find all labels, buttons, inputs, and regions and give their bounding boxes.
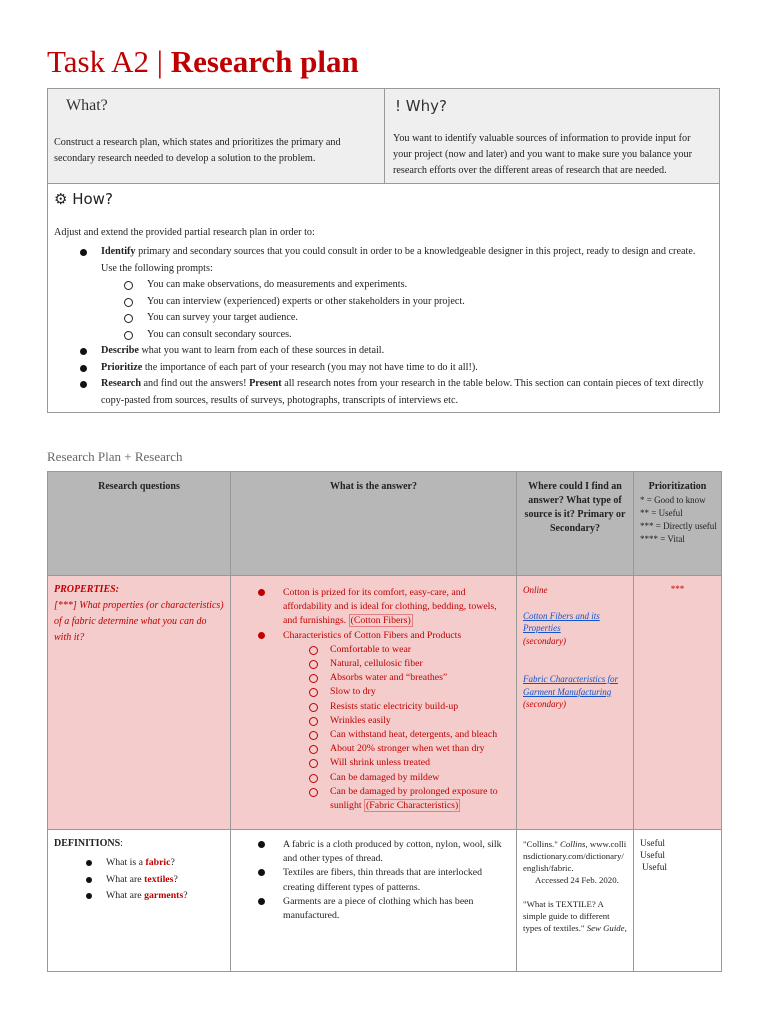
properties-label: PROPERTIES: — [54, 584, 120, 595]
prompt-item: You can survey your target audience. — [101, 310, 713, 327]
circle-bullet-icon — [309, 717, 318, 726]
header-answer: What is the answer? — [231, 472, 517, 576]
bullet-icon — [80, 365, 87, 372]
characteristics-list: Comfortable to wear Natural, cellulosic fiber Absorbs water and “breathes” Slow to dry Resists static electricity build-up Wrinkles easily Can withstand heat, detergents, and bleach About 20% stronger when wet than dry Will shrink unless treated Can be damaged by mildew Can be damaged by prolonged exposure to sunlight (Fabric Characteristics) — [283, 643, 512, 813]
what-why-box — [47, 88, 720, 184]
answer-cell — [231, 576, 517, 830]
bullet-icon — [258, 632, 265, 639]
bullet-icon — [258, 869, 265, 876]
header-prioritization: Prioritization * = Good to know ** = Useful *** = Directly useful **** = Vital — [634, 472, 722, 576]
circle-bullet-icon — [309, 731, 318, 740]
prompt-item: You can make observations, do measurements and experiments. — [101, 277, 713, 294]
list-item: A fabric is a cloth produced by cotton, nylon, wool, silk and other types of thread. — [231, 838, 516, 866]
step-prioritize: Prioritize the importance of each part of your research (you may not have time to do it all!). — [48, 360, 713, 377]
circle-bullet-icon — [309, 759, 318, 768]
header-source: Where could I find an answer? What type of source is it? Primary or Secondary? — [517, 472, 634, 576]
header-questions: Research questions — [48, 472, 231, 576]
prompt-item: You can consult secondary sources. — [101, 327, 713, 344]
table-row — [48, 576, 722, 830]
circle-bullet-icon — [309, 646, 318, 655]
circle-bullet-icon — [124, 331, 133, 340]
task-label: Task A2 | — [47, 44, 163, 79]
source-cell: "Collins." Collins, www.collinsdictionary.com/dictionary/english/fabric. Accessed 24 Feb. 2020. "What is TEXTILE? A simple guide to different types of textiles." Sew Guide, — [517, 830, 634, 972]
list-item: Characteristics of Cotton Fibers and Products Comfortable to wear Natural, cellulosic fiber Absorbs water and “breathes” Slow to dry Resists static electricity build-up Wrinkles easily Can withstand heat, detergents, and bleach About 20% stronger when wet than dry Will shrink unless treated Can be damaged by mildew Can be damaged by prolonged exposure to sunlight (Fabric Characteristics) — [231, 629, 516, 814]
circle-bullet-icon — [309, 703, 318, 712]
source-collins: "Collins." Collins, www.collinsdictionary.com/dictionary/english/fabric. — [523, 839, 627, 873]
circle-bullet-icon — [309, 688, 318, 697]
what-text: Construct a research plan, which states and prioritizes the primary and secondary research needed to develop a solution to the problem. — [54, 137, 341, 164]
list-item: Textiles are fibers, thin threads that are interlocked creating different types of patterns. — [231, 866, 516, 894]
how-box — [47, 184, 720, 413]
circle-bullet-icon — [309, 788, 318, 797]
why-heading: ! Why? — [395, 97, 447, 115]
how-steps-list — [48, 244, 713, 409]
bullet-icon — [80, 249, 87, 256]
circle-bullet-icon — [309, 745, 318, 754]
prompts-list — [101, 277, 713, 343]
circle-bullet-icon — [124, 298, 133, 307]
priority-cell — [634, 830, 722, 972]
priority-value: *** — [670, 584, 685, 594]
step-identify: Identify primary and secondary sources that you could consult in order to be a knowledgeable designer in this project, ready to design and create. Use the following prompts: You can make observations, do measurements and experiments. You can interview (experienced) experts or other stakeholders in your project. You can survey your target audience. You can consult secondary sources. — [48, 244, 713, 343]
priority-value: Useful — [640, 851, 665, 861]
circle-bullet-icon — [309, 660, 318, 669]
title-text: Research plan — [170, 44, 359, 79]
list-item: What are garments? — [54, 888, 224, 905]
why-text: You want to identify valuable sources of information to provide input for your project (now and later) and you want to make sure you balance your research efforts over the different areas of research that are needed. — [393, 133, 693, 176]
source-cell: Online Cotton Fibers and its Properties (secondary) Fabric Characteristics for Garment Manufacturing (secondary) — [517, 576, 634, 830]
table-header-row — [48, 472, 722, 576]
section-title: Research Plan + Research — [47, 449, 183, 464]
what-section — [48, 89, 384, 183]
what-heading: What? — [66, 97, 108, 114]
definitions-label: DEFINITIONS — [54, 838, 121, 849]
source-link-cotton-fibers[interactable]: Cotton Fibers and its Properties — [523, 610, 600, 633]
bullet-icon — [258, 898, 265, 905]
circle-bullet-icon — [124, 281, 133, 290]
list-item: Garments are a piece of clothing which has been manufactured. — [231, 895, 516, 923]
table-row — [48, 830, 722, 972]
bullet-icon — [258, 841, 265, 848]
why-section — [384, 89, 719, 183]
how-heading: ⚙ How? — [54, 190, 113, 208]
bullet-icon — [80, 381, 87, 388]
page-title — [47, 44, 359, 80]
priority-value: Useful — [642, 863, 667, 873]
research-table — [47, 471, 722, 972]
bullet-icon — [80, 348, 87, 355]
list-item: What are textiles? — [54, 872, 224, 889]
bullet-icon — [86, 893, 92, 899]
source-link-fabric-characteristics[interactable]: Fabric Characteristics for Garment Manufacturing — [523, 674, 618, 697]
bullet-icon — [258, 589, 265, 596]
list-item: Cotton is prized for its comfort, easy-care, and affordability and is ideal for clothing, bedding, towels, and furnishings. (Cotton Fibers) — [231, 586, 516, 629]
priority-cell — [634, 576, 722, 830]
circle-bullet-icon — [309, 674, 318, 683]
how-intro: Adjust and extend the provided partial research plan in order to: — [54, 227, 315, 238]
source-sew-guide: "What is TEXTILE? A simple guide to different types of textiles." Sew Guide, — [523, 899, 627, 933]
properties-question: [***] What properties (or characteristics) of a fabric determine what you can do with it? — [54, 600, 224, 643]
definition-questions — [54, 855, 224, 905]
source-online: Online — [523, 585, 548, 595]
bullet-icon — [86, 860, 92, 866]
step-describe: Describe what you want to learn from each of these sources in detail. — [48, 343, 713, 360]
priority-legend: * = Good to know ** = Useful *** = Directly useful **** = Vital — [640, 495, 717, 544]
circle-bullet-icon — [124, 314, 133, 323]
bullet-icon — [86, 877, 92, 883]
priority-value: Useful — [640, 839, 665, 849]
step-research: Research and find out the answers! Present all research notes from your research in the table below. This section can contain pieces of text directly copy-pasted from sources, results of surveys, photographs, transcripts of interviews etc. — [48, 376, 713, 409]
circle-bullet-icon — [309, 774, 318, 783]
list-item: What is a fabric? — [54, 855, 224, 872]
answer-cell — [231, 830, 517, 972]
question-cell: DEFINITIONS: What is a fabric? What are textiles? What are garments? — [48, 830, 231, 972]
prompt-item: You can interview (experienced) experts or other stakeholders in your project. — [101, 294, 713, 311]
question-cell — [48, 576, 231, 830]
